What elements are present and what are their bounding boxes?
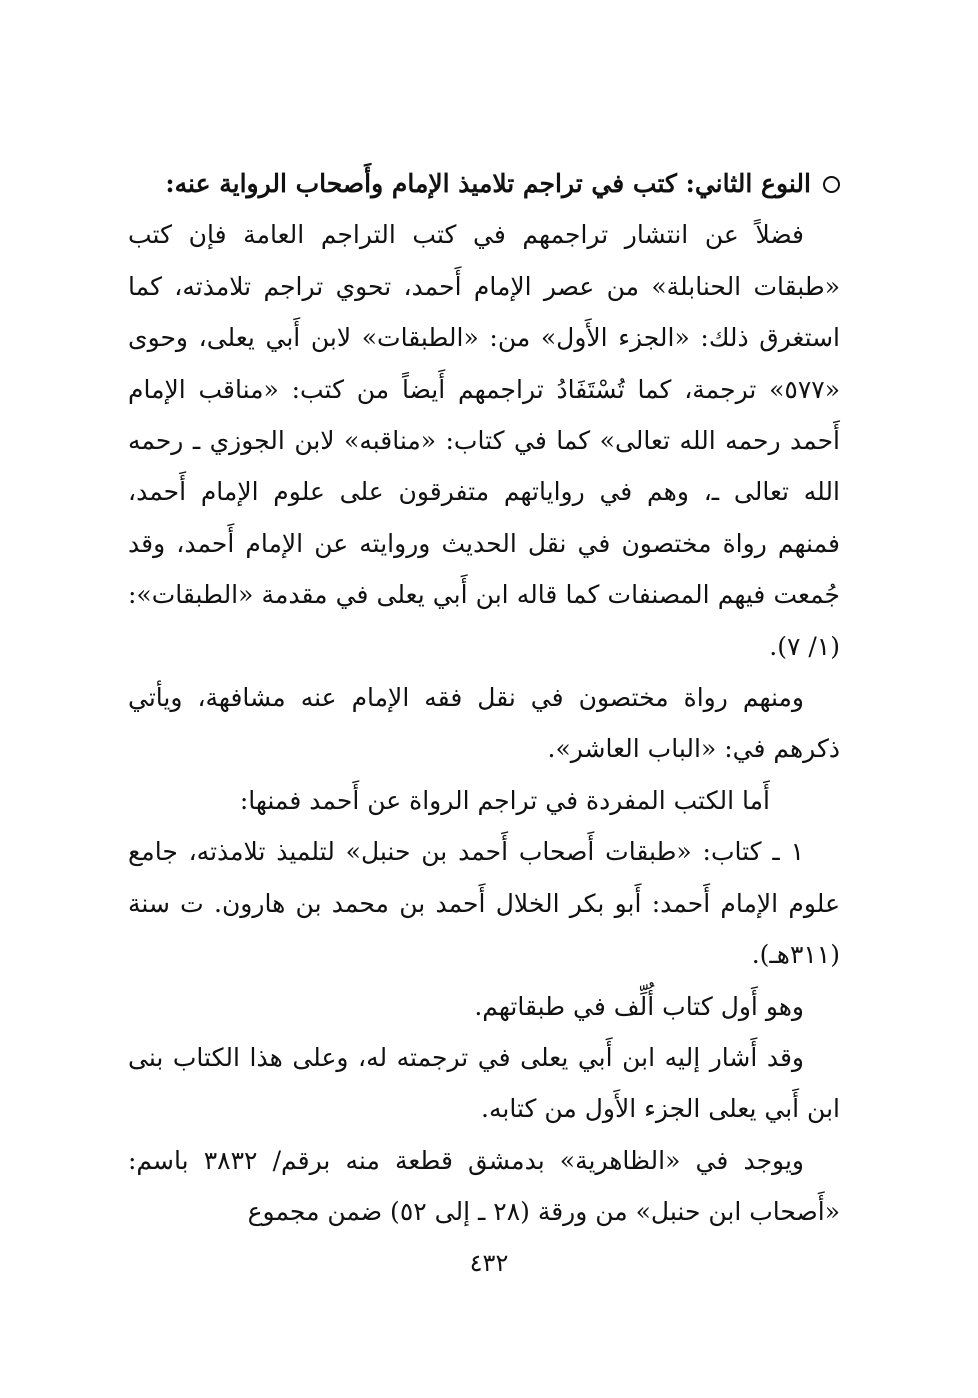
paragraph: ويوجد في «الظاهرية» بدمشق قطعة منه برقم/ ٣٨٣٢ باسم: «أَصحاب ابن حنبل» من ورقة (٢٨ ـ إلى ٥٢) ضمن مجموع bbox=[128, 1145, 840, 1227]
paragraph: ومنهم رواة مختصون في نقل فقه الإمام عنه مشافهة، ويأتي ذكرهم في: «الباب العاشر». bbox=[128, 683, 840, 764]
page-number: ٤٣٢ bbox=[469, 1249, 509, 1277]
section-heading-text: النوع الثاني: كتب في تراجم تلاميذ الإمام وأَصحاب الرواية عنه: bbox=[165, 169, 811, 198]
paragraph: وقد أَشار إليه ابن أَبي يعلى في ترجمته له، وعلى هذا الكتاب بنى ابن أَبي يعلى الجزء الأَول من كتابه. bbox=[128, 1042, 840, 1124]
paragraph: ١ ـ كتاب: «طبقات أَصحاب أَحمد بن حنبل» لتلميذ تلامذته، جامع علوم الإمام أَحمد: أَبو بكر الخلال أَحمد بن محمد بن هارون. ت سنة (٣١١هـ). bbox=[128, 837, 840, 970]
section-heading bbox=[128, 158, 840, 209]
body-text bbox=[128, 158, 840, 1238]
paragraph: فضلاً عن انتشار تراجمهم في كتب التراجم العامة فإن كتب «طبقات الحنابلة» من عصر الإمام أَحمد، تحوي تراجم تلامذته، كما استغرق ذلك: «الجزء الأَول» من: «الطبقات» لابن أَبي يعلى، وحوى «٥٧٧» ترجمة، كما تُسْتَفَادُ تراجمهم أَيضاً من كتب: «مناقب الإمام أَحمد رحمه الله تعالى» كما في كتاب: «مناقبه» لابن الجوزي ـ رحمه الله تعالى ـ، وهم في رواياتهم متفرقون على علوم الإمام أَحمد، فمنهم رواة مختصون في نقل الحديث وروايته عن الإمام أَحمد، وقد جُمعت فيهم المصنفات كما قاله ابن أَبي يعلى في مقدمة «الطبقات»: (١/ ٧). bbox=[128, 220, 840, 661]
circle-bullet-icon bbox=[823, 176, 840, 193]
paragraph: أَما الكتب المفردة في تراجم الرواة عن أَحمد فمنها: bbox=[239, 785, 770, 815]
paragraph: وهو أَول كتاب أُلِّف في طبقاتهم. bbox=[474, 991, 804, 1021]
